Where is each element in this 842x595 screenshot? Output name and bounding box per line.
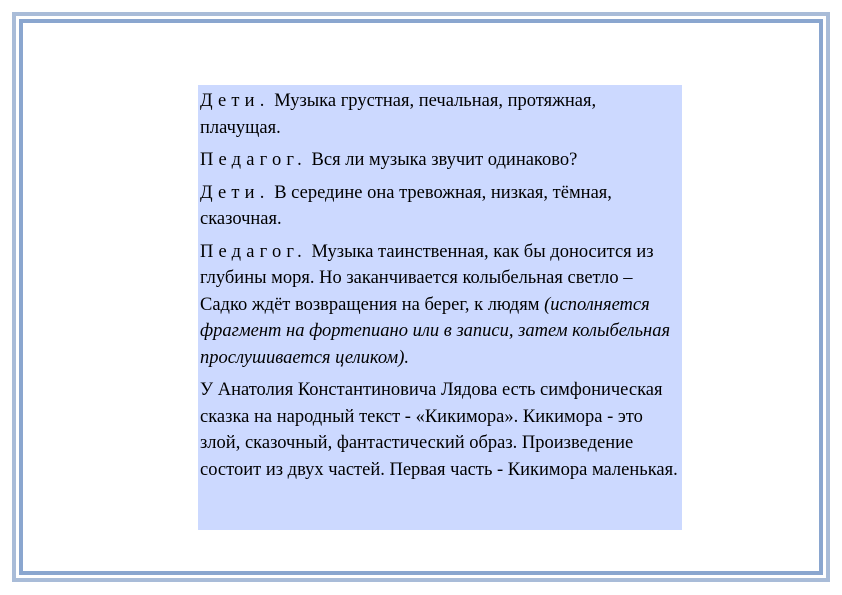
speaker-label: Дети. <box>200 182 270 203</box>
paragraph-text: Музыка грустная, печальная, протяжная, плачущая. <box>200 91 597 138</box>
paragraph-children-2 <box>200 180 678 233</box>
paragraph-text: Вся ли музыка звучит одинаково? <box>306 150 578 170</box>
dialogue-text-box <box>198 85 682 530</box>
speaker-label: Педагог. <box>200 241 307 262</box>
paragraph-teacher-1 <box>200 147 678 174</box>
paragraph-text: Музыка таинственная, как бы доносится из глубины моря. Но заканчивается колыбельная светло – Садко ждёт возвращения на берег, к людям <box>200 241 654 315</box>
speaker-label: Педагог. <box>200 150 307 170</box>
paragraph-text: У Анатолия Константиновича Лядова есть симфоническая сказка на народный текст - «Кикимора». Кикимора - это злой, сказочный, фантастический образ. Произведение состоит из двух частей. Первая часть - Кикимора маленькая. <box>200 380 678 480</box>
paragraph-narration <box>200 377 678 483</box>
paragraph-teacher-2 <box>200 239 678 372</box>
stage-direction: (исполняется фрагмент на фортепиано или в записи, затем колыбельная прослушивается целиком). <box>200 294 671 368</box>
speaker-label: Дети. <box>200 91 270 111</box>
paragraph-children-1 <box>200 88 678 141</box>
paragraph-text: В середине она тревожная, низкая, тёмная, сказочная. <box>200 182 612 229</box>
